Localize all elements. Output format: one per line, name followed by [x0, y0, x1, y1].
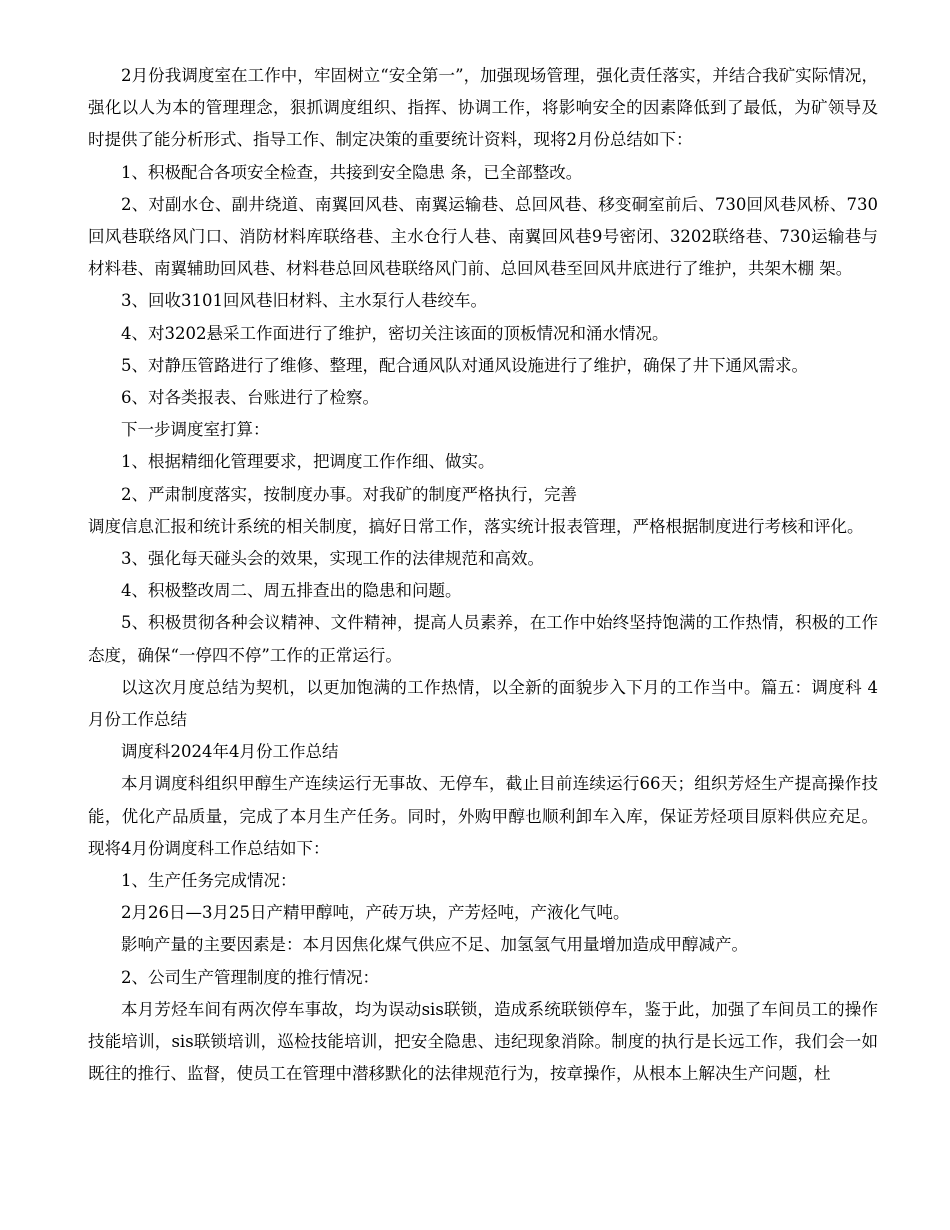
- paragraph-item-6: 6、对各类报表、台账进行了检察。: [121, 388, 379, 408]
- paragraph-production-output: 2月26日—3月25日产精甲醇吨，产砖万块，产芳烃吨，产液化气吨。: [121, 903, 630, 923]
- paragraph-plan-5: 5、积极贯彻各种会议精神、文件精神，提高人员素养，在工作中始终坚持饱满的工作热情，积极的工作态度，确保“一停四不停”工作的正常运行。: [88, 613, 878, 665]
- paragraph-plan-2-continued: 调度信息汇报和统计系统的相关制度，搞好日常工作，落实统计报表管理，严格根据制度进行考核和评化。: [88, 516, 864, 536]
- paragraph-closing: 以这次月度总结为契机，以更加饱满的工作热情，以全新的面貌步入下月的工作当中。篇五：调度科 4月份工作总结: [88, 677, 878, 730]
- paragraph-management-details: 本月芳烃车间有两次停车事故，均为误动sis联锁，造成系统联锁停车，鉴于此，加强了车间员工的操作技能培训，sis联锁培训，巡检技能培训，把安全隐患、违纪现象消除。制度的执行是长远工作，我们会一如既往的推行、监督，使员工在管理中潜移默化的法律规范行为，按章操作，从根本上解决生产问题，杜: [88, 999, 878, 1084]
- paragraph-item-5: 5、对静压管路进行了维修、整理，配合通风队对通风设施进行了维护，确保了井下通风需求。: [121, 355, 808, 375]
- paragraph-production-heading: 1、生产任务完成情况：: [121, 871, 297, 891]
- paragraph-next-plan-heading: 下一步调度室打算：: [121, 420, 270, 440]
- paragraph-plan-1: 1、根据精细化管理要求，把调度工作作细、做实。: [121, 452, 495, 472]
- document-body: [88, 60, 878, 1091]
- paragraph-plan-2: 2、严肃制度落实，按制度办事。对我矿的制度严格执行，完善: [121, 484, 577, 504]
- paragraph-item-1: 1、积极配合各项安全检查，共接到安全隐患 条，已全部整改。: [121, 162, 583, 182]
- paragraph-april-intro: 本月调度科组织甲醇生产连续运行无事故、无停车，截止目前连续运行66天；组织芳烃生产提高操作技能，优化产品质量，完成了本月生产任务。同时，外购甲醇也顺利卸车入库，保证芳烃项目原料供应充足。现将4月份调度科工作总结如下：: [88, 774, 878, 858]
- paragraph-plan-4: 4、积极整改周二、周五排查出的隐患和问题。: [121, 581, 462, 601]
- paragraph-item-2: 2、对副水仓、副井绕道、南翼回风巷、南翼运输巷、总回风巷、移变硐室前后、730回风巷风桥、730回风巷联络风门口、消防材料库联络巷、主水仓行人巷、南翼回风巷9号密闭、3202联络巷、730运输巷与材料巷、南翼辅助回风巷、材料巷总回风巷联络风门前、总回风巷至回风井底进行了维护，共架木棚 架。: [88, 194, 878, 279]
- paragraph-item-4: 4、对3202悬采工作面进行了维护，密切关注该面的顶板情况和涌水情况。: [121, 323, 669, 343]
- section-title-april-summary: 调度科2024年4月份工作总结: [121, 742, 339, 762]
- paragraph-production-factors: 影响产量的主要因素是：本月因焦化煤气供应不足、加氢氢气用量增加造成甲醇减产。: [121, 935, 748, 955]
- paragraph-intro: 2月份我调度室在工作中，牢固树立“安全第一”，加强现场管理，强化责任落实，并结合我矿实际情况，强化以人为本的管理理念，狠抓调度组织、指挥、协调工作，将影响安全的因素降低到了最低，为矿领导及时提供了能分析形式、指导工作、制定决策的重要统计资料，现将2月份总结如下：: [88, 66, 878, 150]
- paragraph-plan-3: 3、强化每天碰头会的效果，实现工作的法律规范和高效。: [121, 549, 544, 569]
- paragraph-management-heading: 2、公司生产管理制度的推行情况：: [121, 967, 379, 987]
- paragraph-item-3: 3、回收3101回风巷旧材料、主水泵行人巷绞车。: [121, 291, 487, 311]
